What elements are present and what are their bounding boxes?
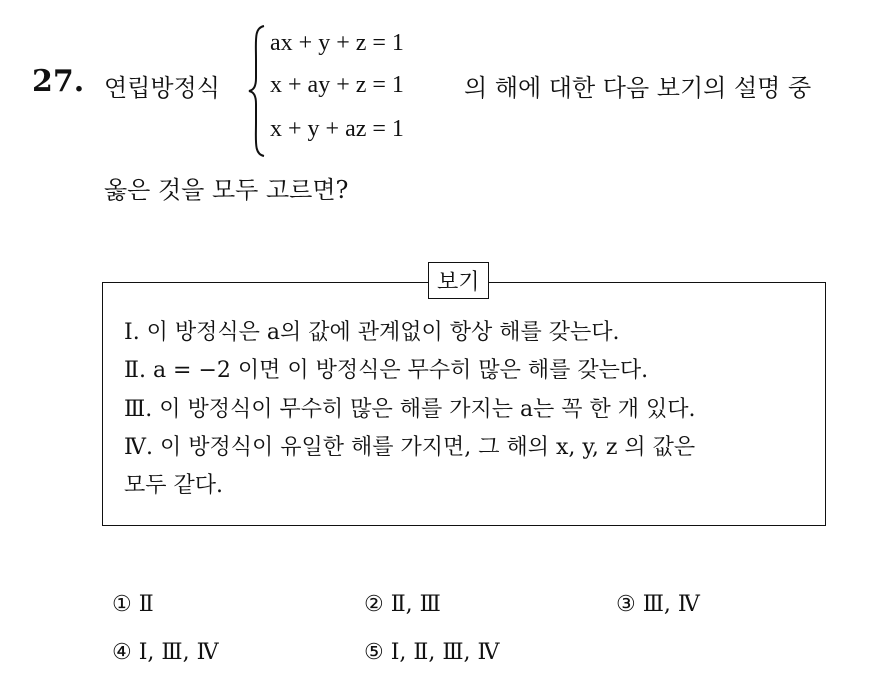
question-number: 27. <box>32 64 85 99</box>
statement-3: Ⅲ. 이 방정식이 무수히 많은 해를 가지는 a는 꼭 한 개 있다. <box>124 397 696 422</box>
question-lead-text: 연립방정식 <box>104 74 220 102</box>
question-line-2: 옳은 것을 모두 고르면? <box>104 176 349 204</box>
equation-2: x + ay + z = 1 <box>270 72 404 98</box>
statement-2: Ⅱ. a = −2 이면 이 방정식은 무수히 많은 해를 갖는다. <box>124 358 649 383</box>
choice-1[interactable]: ① Ⅱ <box>112 592 154 617</box>
question-tail-text: 의 해에 대한 다음 보기의 설명 중 <box>464 74 812 102</box>
system-brace <box>248 24 266 158</box>
statement-4: Ⅳ. 이 방정식이 유일한 해를 가지면, 그 해의 x, y, z 의 값은 <box>124 435 696 460</box>
choice-5[interactable]: ⑤ Ⅰ, Ⅱ, Ⅲ, Ⅳ <box>364 640 500 665</box>
examples-box-title: 보기 <box>428 262 489 299</box>
choice-2[interactable]: ② Ⅱ, Ⅲ <box>364 592 441 617</box>
equation-1: ax + y + z = 1 <box>270 30 404 56</box>
statement-1: Ⅰ. 이 방정식은 a의 값에 관계없이 항상 해를 갖는다. <box>124 320 620 345</box>
statement-4-continued: 모두 같다. <box>124 473 223 498</box>
choice-3[interactable]: ③ Ⅲ, Ⅳ <box>616 592 700 617</box>
choice-4[interactable]: ④ Ⅰ, Ⅲ, Ⅳ <box>112 640 219 665</box>
equation-3: x + y + az = 1 <box>270 116 404 142</box>
